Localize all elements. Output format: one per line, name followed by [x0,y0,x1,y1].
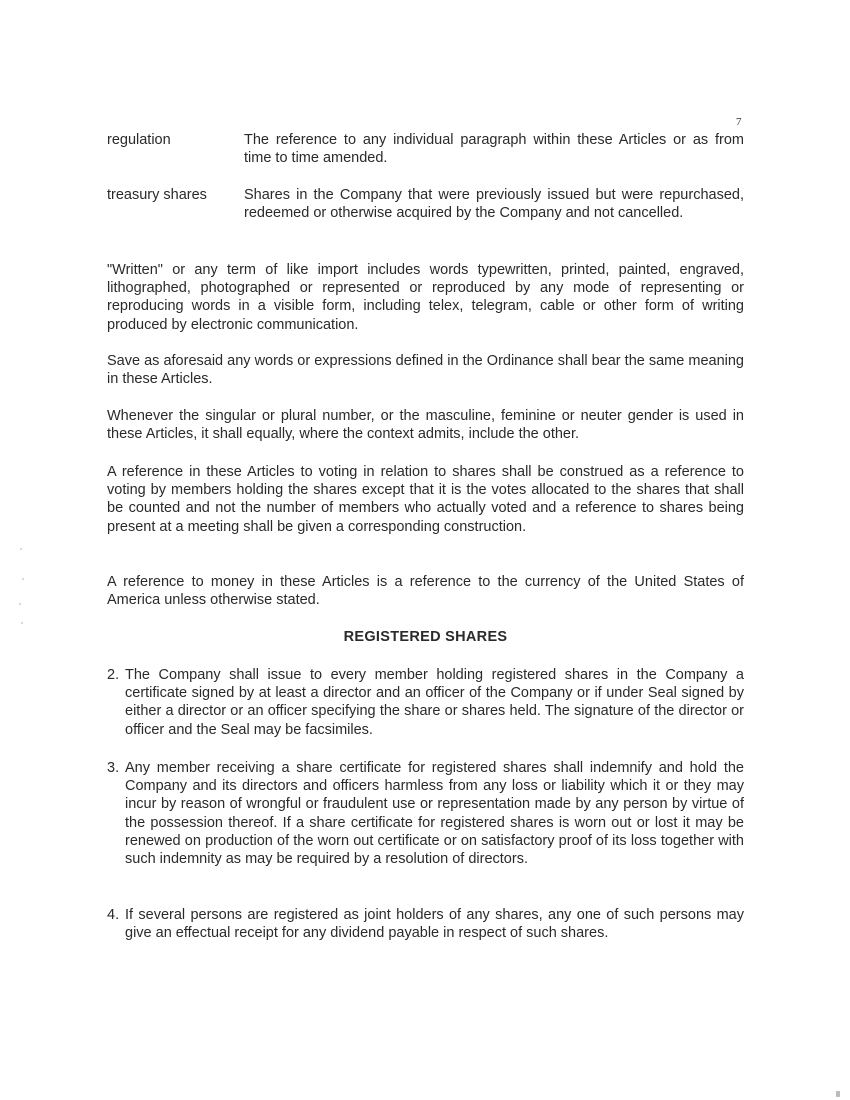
clause-text: Any member receiving a share certificate for registered shares shall indemnify and hold the Company and its directors and officers harmless from any loss or liability which it or they may incur by reason of wrongful or fraudulent use or representation made by any person by virtue of the possession thereof. If a share certificate for registered shares is worn out or lost it may be renewed on production of the worn out certificate or on satisfactory proof of its loss together with such indemnity as may be required by a resolution of directors. [125,760,744,868]
clause-number: 4. [107,907,120,923]
definition-term: regulation [107,132,171,148]
clause-text: If several persons are registered as joint holders of any shares, any one of such persons may give an effectual receipt for any dividend payable in respect of such shares. [125,907,744,942]
clause-text: The Company shall issue to every member holding registered shares in the Company a certificate signed by at least a director and an officer of the Company or if under Seal signed by either a director or an officer specifying the share or shares held. The signature of the director or officer and the Seal may be facsimiles. [125,667,744,738]
definition-text: Shares in the Company that were previously issued but were repurchased, redeemed or otherwise acquired by the Company and not cancelled. [244,187,744,222]
definition-regulation [107,131,744,167]
paragraph-written: "Written" or any term of like import includes words typewritten, printed, painted, engraved, lithographed, photographed or represented or reproduced by any mode of representing or reproducing words in a visible form, including telex, telegram, cable or other form of writing produced by electronic communication. [107,262,744,333]
page-number: 7 [736,116,742,128]
scan-artifact [22,578,24,580]
definition-term: treasury shares [107,187,207,203]
clause-number: 3. [107,760,120,776]
paragraph-voting: A reference in these Articles to voting in relation to shares shall be construed as a reference to voting by members holding the shares except that it is the votes allocated to the shares that shall be counted and not the number of members who actually voted and a reference to shares being present at a meeting shall be given a corresponding construction. [107,464,744,535]
paragraph-singular-plural: Whenever the singular or plural number, or the masculine, feminine or neuter gender is used in these Articles, it shall equally, where the context admits, include the other. [107,408,744,443]
clause-4 [107,906,744,942]
clause-number: 2. [107,667,120,683]
definition-text: The reference to any individual paragraph within these Articles or as from time to time amended. [244,132,744,167]
definition-treasury-shares [107,186,744,222]
clause-2 [107,666,744,739]
paragraph-currency: A reference to money in these Articles is a reference to the currency of the United States of America unless otherwise stated. [107,574,744,609]
scan-artifact [836,1091,840,1097]
scan-artifact [19,603,21,605]
clause-3 [107,759,744,868]
section-heading: REGISTERED SHARES [343,629,508,645]
scan-artifact [21,622,23,624]
scan-artifact [20,548,22,550]
paragraph-aforesaid: Save as aforesaid any words or expressions defined in the Ordinance shall bear the same meaning in these Articles. [107,353,744,388]
